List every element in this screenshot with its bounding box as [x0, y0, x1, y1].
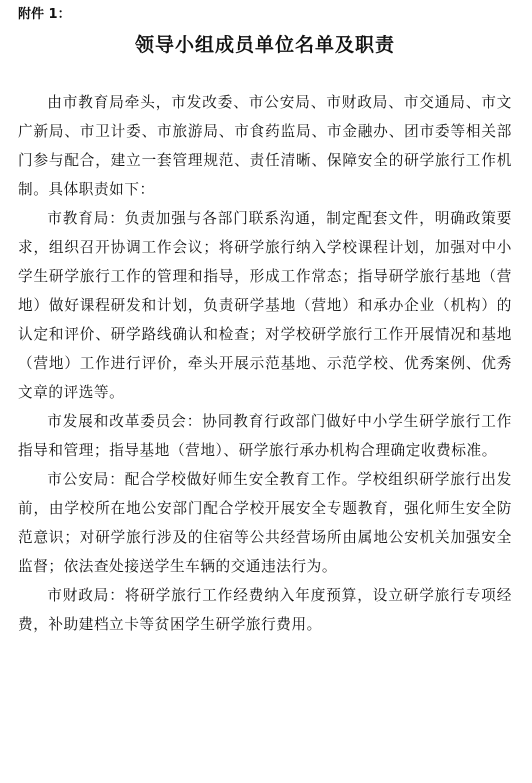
paragraph-education-bureau: 市教育局：负责加强与各部门联系沟通，制定配套文件，明确政策要求，组织召开协调工作会议；将研学旅行纳入学校课程计划，加强对中小学生研学旅行工作的管理和指导，形成工作常态；指导研学旅行基地（营地）做好课程研发和计划，负责研学基地（营地）和承办企业（机构）的认定和评价、研学路线确认和检查；对学校研学旅行工作开展情况和基地（营地）工作进行评价，牵头开展示范基地、示范学校、优秀案例、优秀文章的评选等。 — [18, 210, 512, 401]
attachment-label: 附件 1： — [18, 7, 71, 22]
paragraph-intro: 由市教育局牵头，市发改委、市公安局、市财政局、市交通局、市文广新局、市卫计委、市旅游局、市食药监局、市金融办、团市委等相关部门参与配合，建立一套管理规范、责任清晰、保障安全的研学旅行工作机制。具体职责如下： — [18, 94, 512, 198]
document-title: 领导小组成员单位名单及职责 — [134, 34, 395, 56]
paragraph-finance-bureau: 市财政局：将研学旅行工作经费纳入年度预算，设立研学旅行专项经费，补助建档立卡等贫困学生研学旅行费用。 — [18, 587, 512, 633]
paragraph-public-security-bureau: 市公安局：配合学校做好师生安全教育工作。学校组织研学旅行出发前，由学校所在地公安部门配合学校开展安全专题教育，强化师生安全防范意识；对研学旅行涉及的住宿等公共经营场所由属地公安机关加强安全监督；依法查处接送学生车辆的交通违法行为。 — [18, 471, 512, 575]
paragraph-development-reform-commission: 市发展和改革委员会：协同教育行政部门做好中小学生研学旅行工作指导和管理；指导基地（营地）、研学旅行承办机构合理确定收费标准。 — [18, 413, 512, 459]
